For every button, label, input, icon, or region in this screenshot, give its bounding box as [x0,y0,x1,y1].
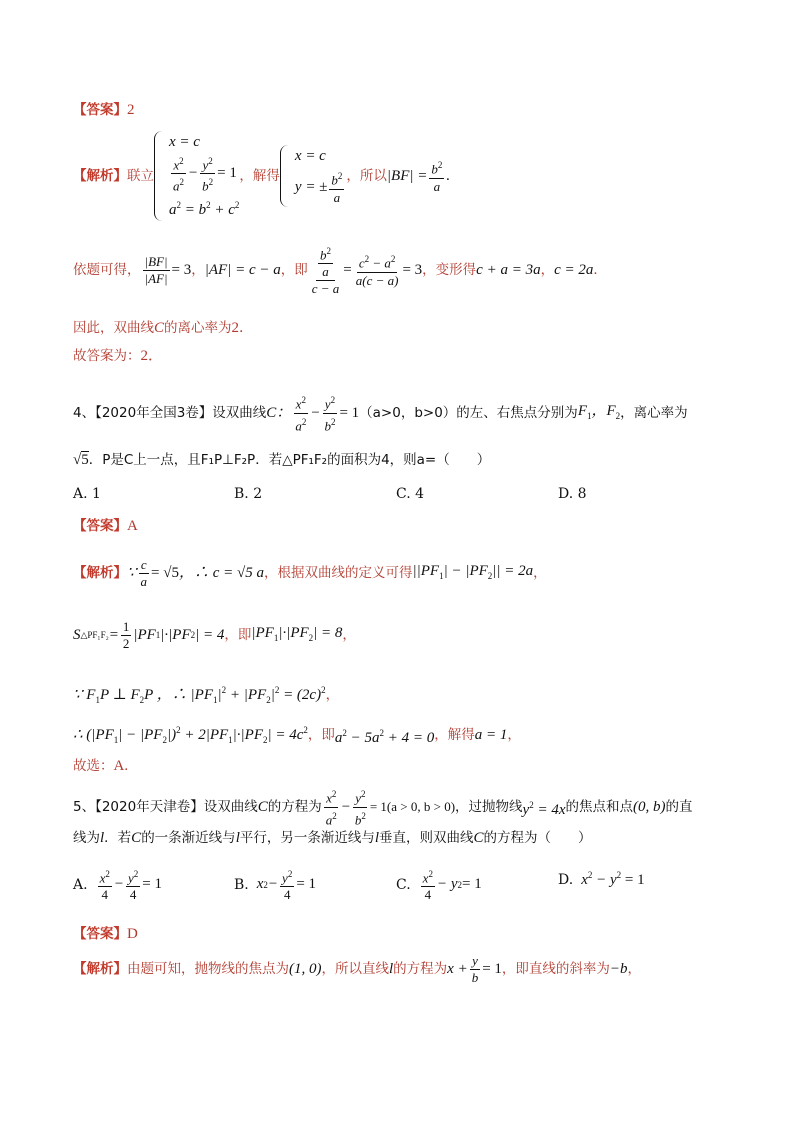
q4-line2: ．P是C上一点，且F₁P⊥F₂P．若△PF₁F₂的面积为4，则a=（ ） [88,452,491,468]
q5-analysis-text3: 的方程为 [393,961,448,977]
q3-conclusion: 因此，双曲线 C 的离心率为 2 . [73,320,244,336]
analysis-tag: 【解析】 [73,565,127,581]
q4-option-d: D. 8 [558,486,587,502]
final-answer: A. [113,758,129,774]
text-ji: ，即 [280,262,308,278]
answer-tag: 【答案】 [73,926,127,942]
equation-system-2: x = c y = ± $\frac{b^2}{a}$ [280,145,347,207]
text-lianli: 联立 [127,168,154,184]
q5-option-c: C. $\frac{x^2}{4}$ − y 2 = 1 [396,866,482,903]
q5-line2b: ．若 [104,830,132,846]
q4-title: 4、【2020年全国3卷】设双曲线 [73,405,267,421]
q4-analysis-line4: ∴ $(|PF_1| - |PF_2|)^2 + 2|PF_1|\cdot|PF_2| = 4c^2$ ，即 $a^2 - 5a^2 + 4 = 0$ ，解得 a = 1 ， [73,725,521,746]
q4-option-a: A. 1 [73,486,101,502]
q4-final [73,756,128,776]
q5-text2: ，过抛物线 [455,799,523,815]
text-suoyi: ，所以 [346,168,387,184]
text-bianxing: ，变形得 [422,262,477,278]
q3-analysis-line: 【解析】 联立 x = c $\frac{x^2}{a^2}$ − $\frac{y^2}{b^2}$ = 1 $a^2 = b^2 + c^2$ ，解得 x = c y = ± $\frac{b^2}{a}$ ，所以 |BF| = $\frac{b^2}{a}$ . [73,130,450,222]
q4-statement-line2: √5 ．P是C上一点，且F₁P⊥F₂P．若△PF₁F₂的面积为4，则a=（ ） [73,452,491,468]
q5-option-d: D. $x^2 - y^2 = 1$ [558,870,645,888]
q5-answer-line [73,924,138,944]
q4-answer-line [73,516,138,536]
equation-system-1: x = c $\frac{x^2}{a^2}$ − $\frac{y^2}{b^2}$ = 1 $a^2 = b^2 + c^2$ [154,131,239,221]
text-yiti: 依题可得， [73,262,141,278]
q5-line2c: 的一条渐近线与 [141,830,236,846]
q5-title: 5、【2020年天津卷】设双曲线 [73,799,258,815]
q4-analysis-line3: ∵ $F_1P$ ⊥ $F_2P$ ，∴ $|PF_1|^2 + |PF_2|^2 = (2c)^2$ ， [73,685,340,705]
q5-line2a: 线为 [73,830,100,846]
q5-analysis-text4: ，即直线的斜率为 [501,961,610,977]
q5-analysis-text1: 由题可知，抛物线的焦点为 [127,961,289,977]
analysis-tag: 【解析】 [73,961,127,977]
q4-condition2: ，离心率为 [620,405,688,421]
q5-line2f: 的方程为（ ） [483,830,592,846]
q5-statement-line1: 5、【2020年天津卷】设双曲线 C 的方程为 $\frac{x^2}{a^2}$ − $\frac{y^2}{b^2}$ = 1(a > 0, b > 0) ，过抛物线 $y^2 = 4x$ 的焦点和点 (0, b) 的直 [73,790,692,824]
q4-text3: ，即 [307,727,335,743]
eccentricity-value: 2 [231,320,240,336]
q4-option-c: C. 4 [396,486,425,502]
q4-text2: ，即 [224,627,252,643]
text-jiede: ，解得 [239,168,280,184]
text-guxuan: 故选： [73,758,114,774]
answer-value: A [127,518,138,534]
answer-value: 2 [127,102,135,118]
q4-statement-line1: 4、【2020年全国3卷】设双曲线 C： $\frac{x^2}{a^2}$ − $\frac{y^2}{b^2}$ = 1 （a>0，b>0）的左、右焦点分别为 $F_1$，$F_2$ ，离心率为 [73,396,688,430]
analysis-tag: 【解析】 [73,168,127,184]
q5-option-a: A. $\frac{x^2}{4}$ − $\frac{y^2}{4}$ = 1 [73,866,162,903]
answer-value: D [127,926,138,942]
text-yinci2: 的离心率为 [164,320,232,336]
q5-text3: 的焦点和点 [565,799,633,815]
final-answer: 2． [140,348,164,364]
q5-line2d: 平行，另一条渐近线与 [239,830,375,846]
answer-tag: 【答案】 [73,518,127,534]
q3-final [73,346,163,366]
q4-option-b: B. 2 [234,486,263,502]
q5-text4: 的直 [665,799,693,815]
q4-analysis-line1: 【解析】 ∵ $\frac{c}{a}$ = √5 ，∴ c = √5 a ，根据双曲线的定义可得 $||PF_1| - |PF_2|| = 2a$ ， [73,556,547,589]
q4-text1: ，根据双曲线的定义可得 [264,565,413,581]
q5-statement-line2: 线为 l ．若 C 的一条渐近线与 l 平行，另一条渐近线与 l 垂直，则双曲线 C 的方程为（ ） [73,830,592,846]
text-guda: 故答案为： [73,348,141,364]
q4-text4: ，解得 [434,727,475,743]
q5-analysis-text2: ，所以直线 [321,961,389,977]
q5-text1: 的方程为 [267,799,322,815]
q4-condition: （a>0，b>0）的左、右焦点分别为 [359,405,578,421]
q4-analysis-line2: S △PF₁F₂ = $\frac{1}{2}$ |PF 1 |·|PF 2 | = 4 ，即 $|PF_1|\cdot|PF_2| = 8$ ， [73,618,356,651]
q3-answer-line [73,100,135,120]
q5-option-b: B. x 2 − $\frac{y^2}{4}$ = 1 [234,866,316,903]
q3-derivation-line: 依题可得， $\frac{|BF|}{|AF|}$ = 3 ， |AF| = c − a ，即 $\frac{\frac{b^2}{a}}{c - a}$ = $\frac{c^2 - a^2}{a(c - a)}$ = 3 ，变形得 c + a = 3a ， c = 2a ． [73,240,607,300]
answer-tag: 【答案】 [73,102,127,118]
q5-line2e: 垂直，则双曲线 [379,830,474,846]
text-yinci: 因此，双曲线 [73,320,154,336]
q5-analysis-line1: 【解析】 由题可知，抛物线的焦点为 (1, 0) ，所以直线 l 的方程为 x + $\frac{y}{b}$ = 1 ，即直线的斜率为 −b ， [73,952,642,985]
